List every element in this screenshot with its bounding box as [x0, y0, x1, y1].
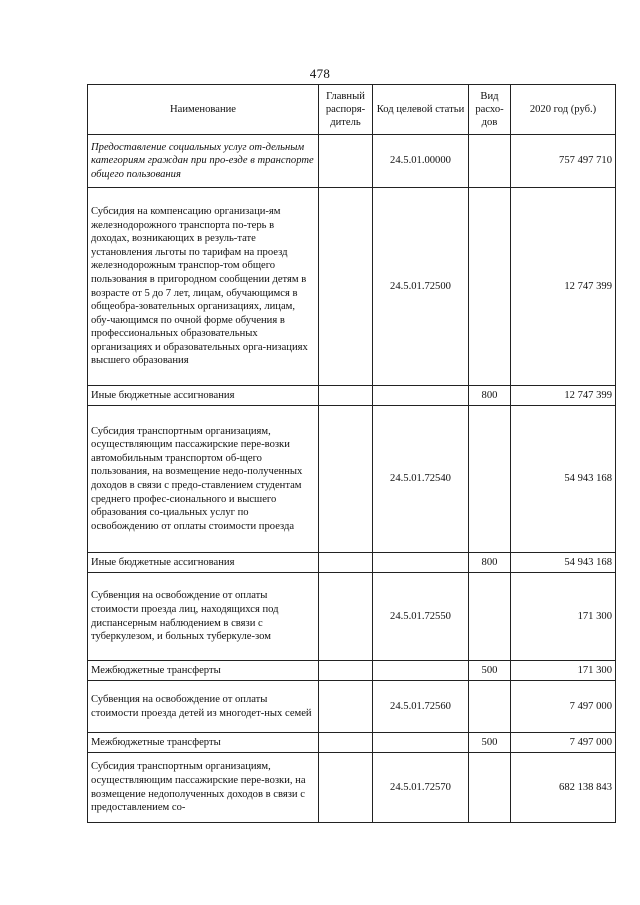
cell-amount: 682 138 843	[511, 753, 616, 823]
cell-type: 500	[469, 661, 511, 681]
header-row	[88, 85, 616, 135]
header-code: Код целевой статьи	[373, 85, 469, 135]
cell-name: Иные бюджетные ассигнования	[88, 553, 319, 573]
header-amount: 2020 год (руб.)	[511, 85, 616, 135]
table-row	[88, 681, 616, 733]
cell-admin	[319, 661, 373, 681]
cell-code	[373, 553, 469, 573]
cell-type: 800	[469, 386, 511, 406]
cell-name: Межбюджетные трансферты	[88, 661, 319, 681]
cell-admin	[319, 188, 373, 386]
header-name: Наименование	[88, 85, 319, 135]
cell-admin	[319, 753, 373, 823]
table-row	[88, 661, 616, 681]
cell-code: 24.5.01.72560	[373, 681, 469, 733]
page-number: 478	[309, 66, 331, 81]
cell-type: 800	[469, 553, 511, 573]
cell-admin	[319, 681, 373, 733]
table-row	[88, 553, 616, 573]
cell-amount: 171 300	[511, 661, 616, 681]
cell-admin	[319, 733, 373, 753]
cell-admin	[319, 553, 373, 573]
header-admin: Главный распоря-дитель	[319, 85, 373, 135]
cell-code: 24.5.01.72540	[373, 406, 469, 553]
cell-type	[469, 573, 511, 661]
cell-type	[469, 753, 511, 823]
cell-name: Иные бюджетные ассигнования	[88, 386, 319, 406]
cell-code: 24.5.01.72570	[373, 753, 469, 823]
cell-amount: 54 943 168	[511, 406, 616, 553]
cell-amount: 12 747 399	[511, 386, 616, 406]
cell-code	[373, 733, 469, 753]
cell-type	[469, 135, 511, 188]
table-row	[88, 573, 616, 661]
cell-name: Предоставление социальных услуг от-дельным категориям граждан при про-езде в транспорте общего пользования	[88, 135, 319, 188]
cell-name: Субвенция на освобождение от оплаты стоимости проезда детей из многодет-ных семей	[88, 681, 319, 733]
cell-admin	[319, 406, 373, 553]
budget-table	[87, 84, 616, 823]
cell-name: Межбюджетные трансферты	[88, 733, 319, 753]
cell-amount: 54 943 168	[511, 553, 616, 573]
cell-code	[373, 386, 469, 406]
table-row	[88, 733, 616, 753]
cell-admin	[319, 135, 373, 188]
table-row	[88, 386, 616, 406]
cell-name: Субсидия транспортным организациям, осуществляющим пассажирские пере-возки, на возмещение недополученных доходов в связи с предоставлением со-	[88, 753, 319, 823]
cell-amount: 7 497 000	[511, 733, 616, 753]
table-row	[88, 188, 616, 386]
cell-name: Субсидия транспортным организациям, осуществляющим пассажирские пере-возки автомобильным транспортом об-щего пользования, на возмещение недо-полученных доходов в связи с предо-ставлением студентам среднего профес-сионального и высшего образования со-циальных услуг по освобождению от оплаты стоимости проезда	[88, 406, 319, 553]
cell-type: 500	[469, 733, 511, 753]
cell-code	[373, 661, 469, 681]
table-row	[88, 135, 616, 188]
cell-code: 24.5.01.00000	[373, 135, 469, 188]
table-row	[88, 406, 616, 553]
cell-amount: 757 497 710	[511, 135, 616, 188]
cell-amount: 12 747 399	[511, 188, 616, 386]
table-header	[88, 85, 616, 135]
cell-name: Субвенция на освобождение от оплаты стоимости проезда лиц, находящихся под диспансерным наблюдением в связи с туберкулезом, и больных туберкуле-зом	[88, 573, 319, 661]
cell-code: 24.5.01.72500	[373, 188, 469, 386]
cell-amount: 171 300	[511, 573, 616, 661]
table-body	[88, 135, 616, 823]
cell-admin	[319, 386, 373, 406]
table-row	[88, 753, 616, 823]
cell-type	[469, 406, 511, 553]
cell-type	[469, 188, 511, 386]
header-type: Вид расхо-дов	[469, 85, 511, 135]
cell-code: 24.5.01.72550	[373, 573, 469, 661]
cell-amount: 7 497 000	[511, 681, 616, 733]
cell-type	[469, 681, 511, 733]
cell-admin	[319, 573, 373, 661]
cell-name: Субсидия на компенсацию организаци-ям железнодорожного транспорта по-терь в доходах, возникающих в резуль-тате установления льготы по тарифам на проезд железнодорожным транспор-том общего пользования в пригородном сообщении детям в возрасте от 5 до 7 лет, лицам, обучающимся в общеобра-зовательных организациях, лицам, обу-чающимся по очной форме обучения в профессиональных образовательных организациях и образовательных орга-низациях высшего образования	[88, 188, 319, 386]
